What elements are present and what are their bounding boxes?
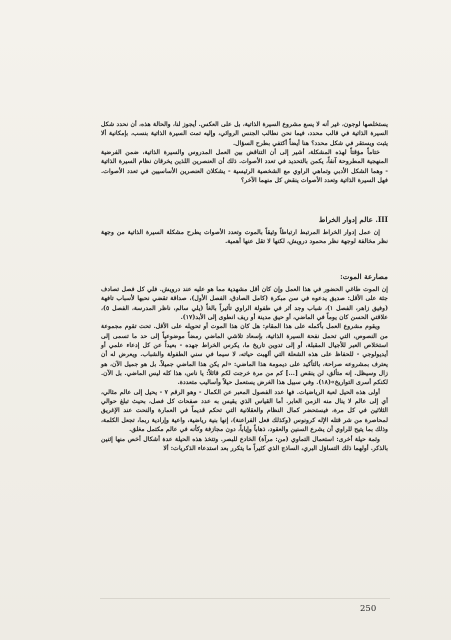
- sub-heading: مصارعة الموت:: [340, 272, 388, 281]
- sub-text-block: [101, 285, 388, 453]
- intro-paragraph-1: يستخلصها لوجون، غير أنه لا يسع مشروع السيرة الذاتية، بل على العكس. أيجوز لنا، والحالة هذه، أن نحدد شكل السيرة الذاتية في قالب محدد، فيما نحن نطالب الجنس الروائي، وإليه تمت السيرة الذاتية بنسب، بإمكانية ألا يثبت ويستقر في شكل محدد؟ هنا أيضاً أكتفي بطرح السؤال.: [101, 121, 388, 147]
- intro-text-block: [101, 120, 388, 185]
- page-number: 250: [360, 604, 377, 614]
- sub-paragraph-2: ويقوم مشروع العمل بأكمله على هذا المقام: هل كان هذا الموت أو تحويله على الأقل. تحت تقوم مجموعة من النصوص، التي تحمل نفحة السيرة الذاتية، بإسعاد تلاشي الماضي رمضاً موضوعياً إلى حد ما تسمى إلى استخلاص العبر للأجيال المقبلة، أو إلى تدوين تاريخ ما، يكرس الخراط جهده - بعيداً عن كل إدعاء علمي أو أيديولوجي - للحفاظ على هذه الشعلة التي ألهبت حياته، لا سيما في سني الطفولة والشباب. ويعرض له أن يعترف بمشروعه صراحة، بالتأكيد على ديمومة هذا الماضي: «لم يكن هذا الماضي جميلاً. بل هو جميل الآن، هو زال وسيظل. إنه متألق، لن ينقص [...] كم من مرة خرجت لكم قائلاً: يا ناس، هذا كله ليس الماضي. بل الآن. لكنكم أسرى التواريخ»(١٨). وفي سبيل هذا الغرض يستعمل حيلاً وأساليب متعددة.: [101, 323, 388, 387]
- section-paragraph: إن عمل إدوار الخراط المرتبط ارتباطاً وثيقاً بالموت وتعدد الأصوات يطرح مشكلة السيرة الذاتية من وجهة نظر مخالفة لوجهة نظر محمود درويش، لكنها لا تقل عنها أهمية.: [101, 229, 388, 246]
- section-heading: III. عالم إدوار الخراط: [318, 215, 388, 224]
- sub-paragraph-1: إن الموت طاغي الحضور في هذا العمل وإن كان أقل مشهدية مما هو عليه عند درويش. فلي كل فصل تصادف جثة على الأقل: صديق يدعوه في سن مبكرة (كامل الصادق، الفصل الأول)، صداقة تقضي نحبها لأسباب تافهة (وفيق زاهر، الفصل ١)، شباب وجد أثر في طفولة الراوي تأثيراً بالغاً (يلي سالم، ناظر المدرسة، الفصل ٥)، علاقتي الحسن كان يوماً في الماضي، أو حيق مدينة أو ريف انطوى إلى الأبد(١٧).: [101, 286, 388, 322]
- sub-paragraph-4: وثمة حيلة أخرى: استعمال التماوي (من: مرآة) الخادع للبصر. وتتخذ هذه الحيلة عدة أشكال أخص منها إثنين بالذكر. أولهما ذلك التساؤل البري، الساذج الذي كثيراً ما يتكرر بعد استدعاء الذكريات: ألا: [101, 435, 388, 452]
- section-text-block: [101, 228, 388, 247]
- intro-paragraph-2: ختاماً مؤقتاً لهذه المشكلة، أشير إلى أن التناقض بين العمل المدروس والسيرة الذاتية، ضمن الفرضية المنهجية المطروحة آنفاً، يكمن بالتحديد في تعدد الأصوات. ذلك أن العنصرين اللذين يخرقان نظام السيرة الذاتية - وهما الشكل الأدبي وتماهي الراوي مع الشخصية الرئيسية - يشكلان العنصرين الأساسيين في تعدد الأصوات. فهل السيرة الذاتية وتعدد الأصوات ينقض كل منهما الآخر؟: [101, 149, 388, 185]
- footer-rule: [100, 598, 390, 599]
- sub-paragraph-3: أولى هذه الحيل لعبة الرياضيات. فها عدد الفصول المعبر عن الكمال - وهو الرقم ٧ - يحيل إلى عالم مثالي، أي إلى عالم لا ينال منه الزمن العابر. أما القياس الذي يقيس به عدد صفحات كل فصل، بحيث تبلغ حوالي الثلاثين في كل مرة، فيستحضر كمال النظام والعقلانية التي تحكم قديماً في العمارة والنحت عند الإغريق لمحاصرة من شر قتله الإله كرونوس (وكذلك فعل الفراعنة)، إنها بنية رياضية، واعية وإرادية ربما، تجعل الكلمة، وذلك بما يتيح للراوي أن يشرع السنين والعقود، ذهاباً وإياباً، دون مجازفة وكأنه في عالم مكتمل مغلق.: [101, 388, 388, 434]
